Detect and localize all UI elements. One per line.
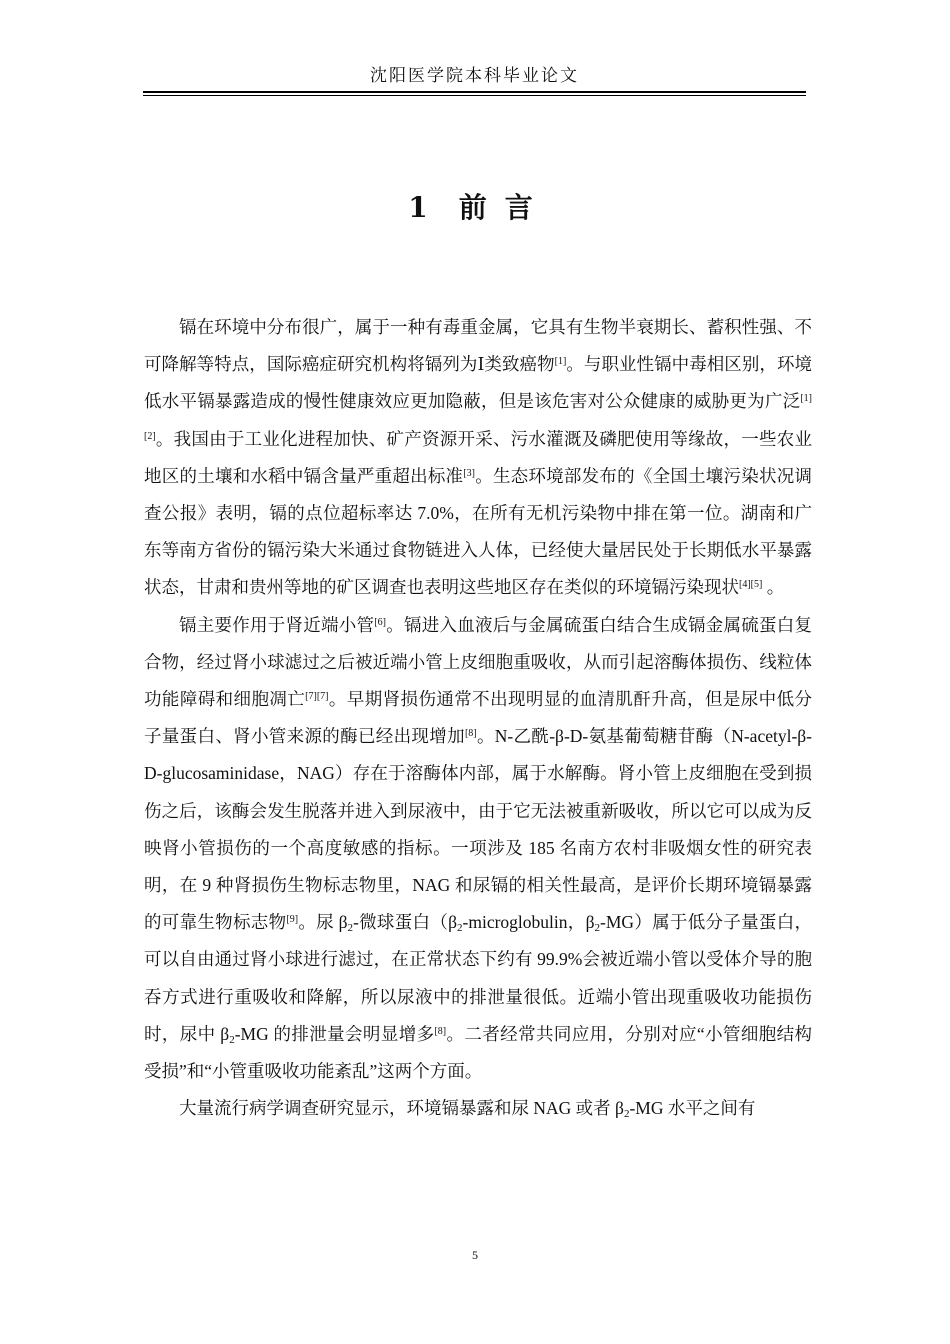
subscript: 2 — [457, 922, 463, 935]
text-run: -microglobulin，β — [462, 912, 595, 933]
text-run: 。生态环境部发布的《全国土壤污染状况调查公报》表明，镉的点位超标率达 7.0%，在所有无机污染物中排在第一位。湖南和广东等南方省份的镉污染大米通过食物链进入人体，已经使大量居民处于长期低水平暴露状态，甘肃和贵州等地的矿区调查也表明这些地区存在类似的环境镉污染现状 — [144, 465, 813, 598]
text-run: -MG 的排泄量会明显增多 — [234, 1023, 435, 1044]
page-number: 5 — [472, 1248, 478, 1262]
paragraph-3 — [144, 1090, 812, 1127]
chapter-title-char-2: 言 — [504, 191, 533, 224]
chapter-title — [0, 188, 950, 228]
text-run: 。 — [762, 577, 785, 598]
subscript: 2 — [229, 1033, 235, 1046]
subscript: 2 — [347, 922, 354, 935]
text-run: 。我国由于工业化进程加快、矿产资源开采、污水灌溉及磷肥使用等缘故，一些农业地区的土壤和水稻中镉含量严重超出标准 — [144, 428, 812, 486]
text-run: 。与职业性镉中毒相区别，环境低水平镉暴露造成的慢性健康效应更加隐蔽，但是该危害对公众健康的威胁更为广泛 — [144, 354, 812, 412]
text-run: 大量流行病学调查研究显示，环境镉暴露和尿 NAG 或者 β — [179, 1098, 624, 1119]
text-run: -MG）属于低分子量蛋白，可以自由通过肾小球进行滤过，在正常状态下约有 99.9%会被近端小管以受体介导的胞吞方式进行重吸收和降解，所以尿液中的排泄量很低。近端小管出现重吸收功能损伤时，尿中 β — [144, 912, 813, 1044]
text-run: -微球蛋白（β — [353, 912, 458, 933]
chapter-title-char-1: 前 — [458, 191, 487, 224]
paragraph-2 — [144, 607, 812, 1091]
citation: [1][2] — [144, 393, 812, 442]
text-run: 。二者经常共同应用，分别对应“小管细胞结构受损”和“小管重吸收功能紊乱”这两个方面。 — [144, 1023, 812, 1082]
chapter-number: 1 — [408, 191, 428, 224]
text-run: -MG 水平之间有 — [629, 1098, 756, 1119]
subscript: 2 — [623, 1108, 630, 1121]
text-run: 镉在环境中分布很广，属于一种有毒重金属，它具有生物半衰期长、蓄积性强、不可降解等特点，国际癌症研究机构将镉列为Ⅰ类致癌物 — [144, 317, 812, 375]
running-header: 沈阳医学院本科毕业论文 — [370, 66, 579, 86]
citation: [3] — [463, 467, 475, 479]
paragraph-1 — [144, 309, 812, 607]
text-run: 。N-乙酰-β-D-氨基葡萄糖苷酶（N-acetyl-β-D-glucosaminidase，NAG）存在于溶酶体内部，属于水解酶。肾小管上皮细胞在受到损伤之后，该酶会发生脱落并进入到尿液中，由于它无法被重新吸收，所以它可以成为反映肾小管损伤的一个高度敏感的指标。一项涉及 185 名南方农村非吸烟女性的研究表明，在 9 种肾损伤生物标志物里，NAG 和尿镉的相关性最高，是评价长期环境镉暴露的可靠生物标志物 — [144, 726, 813, 933]
subscript: 2 — [594, 922, 601, 935]
citation: [6] — [374, 616, 386, 628]
header-rule-thick — [143, 91, 806, 93]
citation: [7][7] — [305, 691, 329, 703]
text-run: 。早期肾损伤通常不出现明显的血清肌酐升高，但是尿中低分子量蛋白、肾小管来源的酶已经出现增加 — [144, 689, 813, 747]
citation: [9] — [286, 914, 299, 926]
body-text — [144, 309, 812, 1127]
header-rule-thin — [143, 95, 806, 96]
citation: [8] — [464, 728, 477, 740]
text-run: 镉主要作用于肾近端小管 — [179, 614, 375, 635]
citation: [8] — [434, 1025, 447, 1037]
citation: [4][5] — [739, 579, 763, 591]
text-run: 。尿 β — [298, 912, 348, 933]
text-run: 。镉进入血液后与金属硫蛋白结合生成镉金属硫蛋白复合物，经过肾小球滤过之后被近端小管上皮细胞重吸收，从而引起溶酶体损伤、线粒体功能障碍和细胞凋亡 — [144, 614, 813, 710]
citation: [1] — [554, 356, 567, 368]
